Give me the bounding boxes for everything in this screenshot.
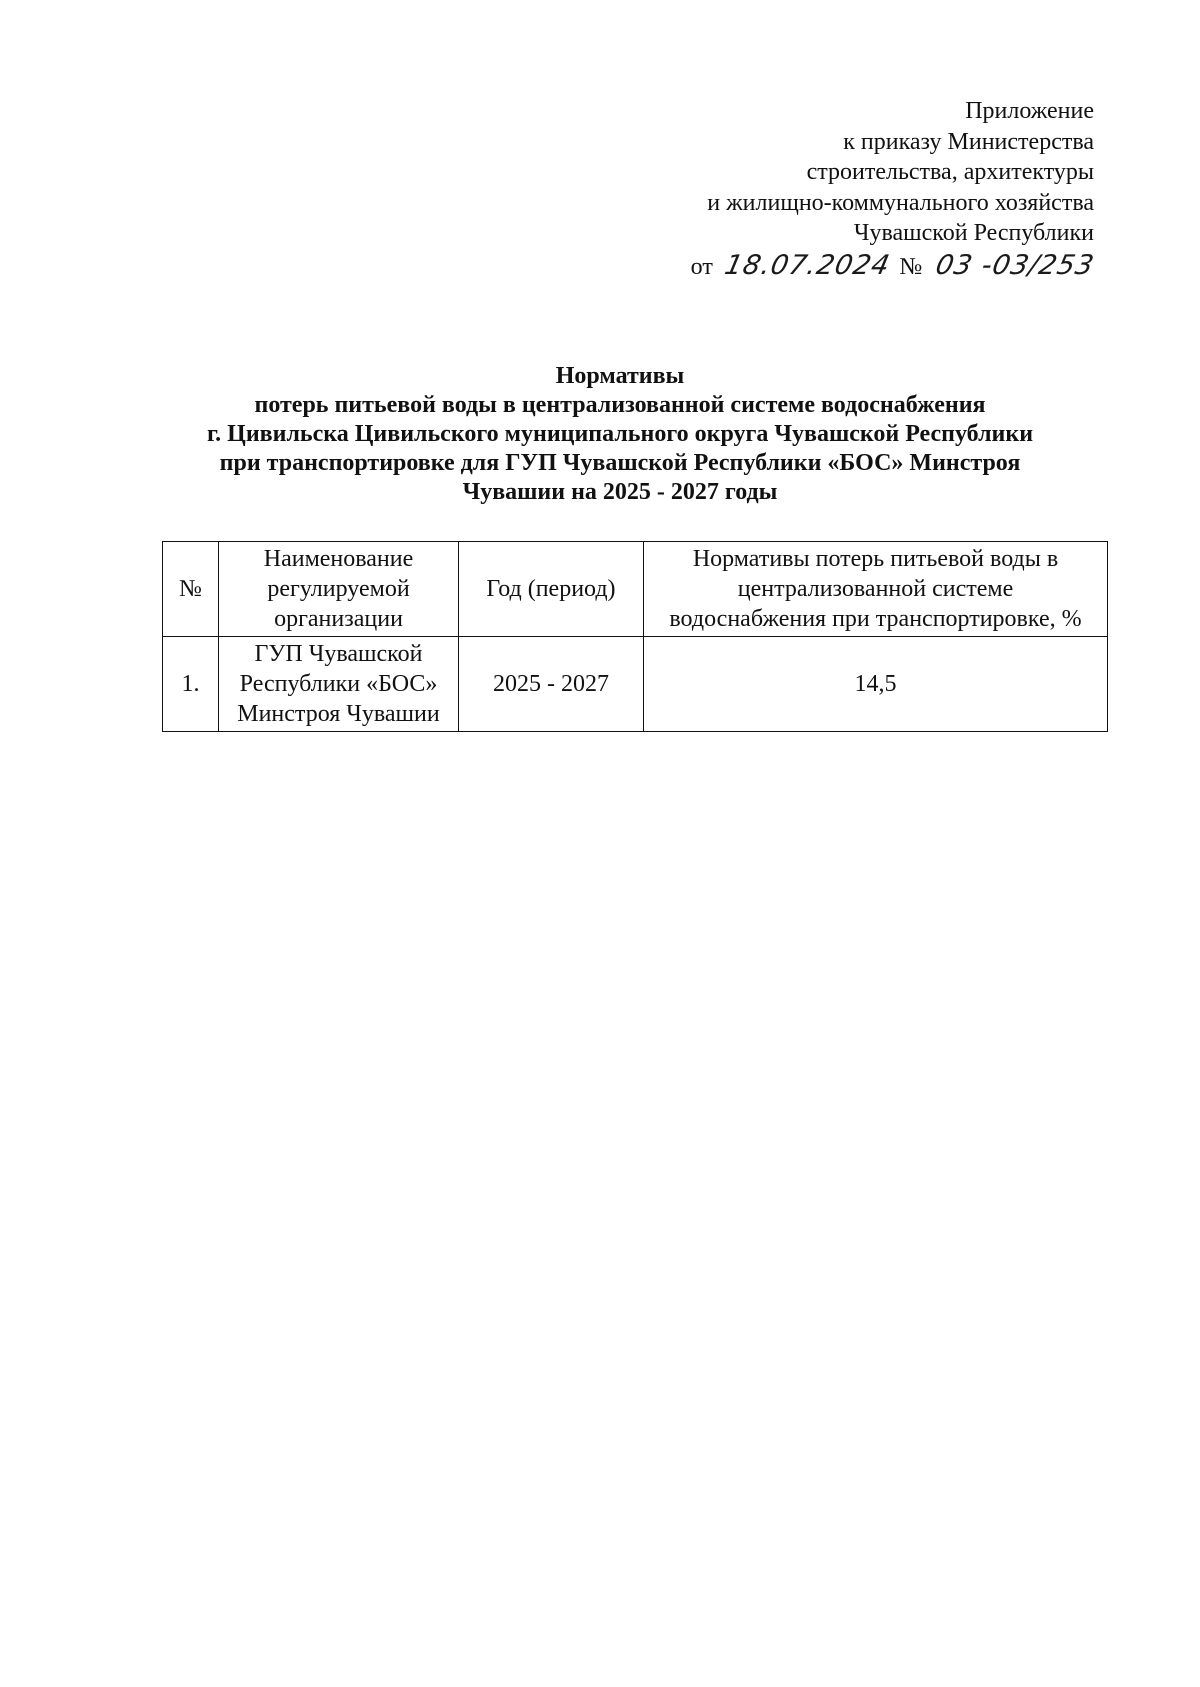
table-header-row	[163, 542, 1108, 637]
norms-table	[162, 541, 1108, 732]
appendix-line: и жилищно-коммунального хозяйства	[707, 189, 1094, 216]
cell-number: 1.	[163, 637, 219, 732]
title-line: потерь питьевой воды в централизованной системе водоснабжения	[254, 392, 986, 418]
header-number: №	[163, 542, 219, 637]
title-line: г. Цивильска Цивильского муниципального округа Чувашской Республики	[206, 421, 1034, 447]
cell-organization: ГУП Чувашской Республики «БОС» Минстроя Чувашии	[219, 637, 459, 732]
title-line: при транспортировке для ГУП Чувашской Республики «БОС» Минстроя	[219, 450, 1021, 476]
number-sign: №	[899, 253, 923, 280]
appendix-line: Чувашской Республики	[853, 220, 1094, 246]
appendix-block	[690, 96, 1098, 282]
title-line: Чувашии на 2025 - 2027 годы	[462, 479, 778, 505]
document-title	[100, 362, 1140, 507]
handwritten-order-number: 03 -03/253	[933, 249, 1098, 281]
table-row	[163, 637, 1108, 732]
date-prefix: от	[690, 253, 713, 280]
title-heading: Нормативы	[555, 363, 685, 389]
handwritten-date: 18.07.2024	[721, 249, 893, 281]
appendix-line: строительства, архитектуры	[806, 159, 1094, 185]
order-date-line	[690, 249, 1098, 283]
header-norm: Нормативы потерь питьевой воды в централизованной системе водоснабжения при транспортировке, %	[644, 542, 1108, 637]
appendix-line: Приложение	[965, 98, 1094, 124]
cell-year: 2025 - 2027	[459, 637, 644, 732]
cell-norm-value: 14,5	[644, 637, 1108, 732]
appendix-line: к приказу Министерства	[843, 128, 1094, 155]
header-organization: Наименование регулируемой организации	[219, 542, 459, 637]
header-year: Год (период)	[459, 542, 644, 637]
